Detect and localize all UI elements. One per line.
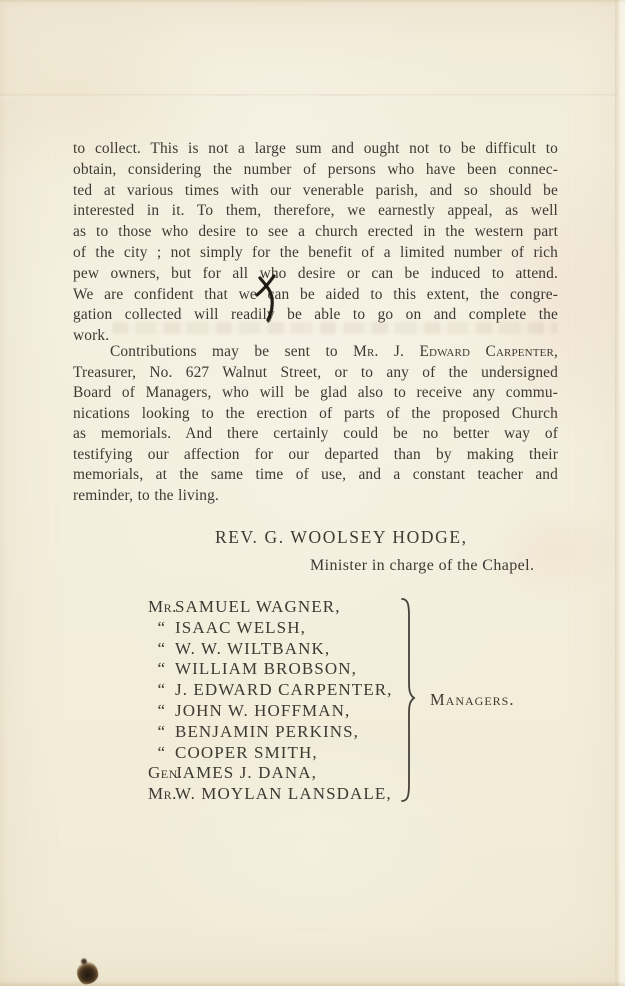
- manager-row: [148, 659, 393, 680]
- manager-name: J. EDWARD CARPENTER,: [175, 680, 393, 700]
- body-paragraph-2: [73, 342, 558, 506]
- manager-name: SAMUEL WAGNER,: [175, 597, 341, 616]
- signature-title: Minister in charge of the Chapel.: [310, 557, 535, 574]
- text-segment: as memorials. And there certainly could be no better way of: [73, 425, 558, 442]
- text-segment: Contributions may be sent to: [110, 343, 354, 360]
- text-segment: interested in it. To them, therefore, we earnestly appeal, as well: [73, 202, 558, 220]
- text-line: [73, 181, 558, 202]
- scan-edge-bottom: [0, 981, 625, 986]
- body-paragraph-1: [73, 139, 558, 347]
- text-segment: Board of Managers, who will be glad also to receive any commu-: [73, 384, 558, 401]
- text-segment: memorials, at the same time of use, and a constant teacher and: [73, 466, 558, 483]
- manager-name: COOPER SMITH,: [175, 742, 318, 762]
- manager-row: [148, 722, 393, 743]
- text-segment: Treasurer, No. 627 Walnut Street, or to any of the undersigned: [73, 363, 558, 381]
- text-segment: work.: [73, 327, 110, 345]
- honorific-prefix: “: [157, 659, 166, 679]
- text-line: [73, 264, 558, 285]
- fold-crease: [0, 94, 625, 98]
- text-segment: reminder, to the living.: [73, 486, 219, 504]
- manager-name: W. W. WILTBANK,: [175, 638, 331, 658]
- honorific-prefix: Gen.: [148, 763, 183, 783]
- text-line: [73, 445, 558, 466]
- manager-name: BENJAMIN PERKINS,: [175, 721, 359, 741]
- manager-row: [148, 763, 393, 784]
- manager-row: [148, 784, 393, 805]
- manager-name: WILLIAM BROBSON,: [175, 659, 357, 679]
- manager-name: JAMES J. DANA,: [175, 763, 317, 783]
- text-line: [73, 486, 558, 507]
- text-segment: We are confident that we can be aided to this extent, the congre-: [73, 285, 558, 303]
- text-segment: to collect. This is not a large sum and ought not to be difficult to: [73, 140, 558, 157]
- manager-row: [148, 680, 393, 701]
- manager-row: [148, 618, 393, 639]
- text-line: [73, 363, 558, 384]
- text-segment: nications looking to the erection of parts of the proposed Church: [73, 404, 558, 422]
- managers-list: [148, 597, 393, 805]
- scan-edge-top: [0, 0, 625, 3]
- manager-row: [148, 639, 393, 660]
- handwritten-x-mark-icon: [252, 274, 286, 324]
- signature-name: REV. G. WOOLSEY HODGE,: [215, 527, 468, 547]
- manager-row: [148, 743, 393, 764]
- manager-name: ISAAC WELSH,: [175, 617, 306, 637]
- text-segment: gation collected will readily be able to go on and complete the: [73, 306, 558, 324]
- text-segment: ted at various times with our venerable parish, and so should be: [73, 181, 558, 199]
- manager-name: JOHN W. HOFFMAN,: [175, 700, 351, 720]
- text-line: [73, 201, 558, 222]
- right-brace-icon: [398, 597, 416, 803]
- manager-name: W. MOYLAN LANSDALE,: [175, 784, 392, 804]
- ink-bleed-band: [112, 322, 558, 334]
- honorific-prefix: “: [157, 617, 166, 637]
- honorific-prefix: Mr.: [148, 597, 177, 616]
- text-segment: pew owners, but for all who desire or can be induced to attend.: [73, 264, 558, 282]
- honorific-prefix: “: [157, 638, 166, 658]
- honorific-prefix: “: [157, 700, 166, 720]
- text-segment: Mr. J. Edward Carpenter,: [353, 343, 558, 360]
- text-line: [73, 342, 558, 363]
- text-line: [73, 404, 558, 425]
- managers-label: Managers.: [430, 690, 515, 709]
- honorific-prefix: “: [157, 721, 166, 741]
- text-line: [73, 465, 558, 486]
- scan-edge-right: [615, 0, 625, 986]
- manager-row: [148, 701, 393, 722]
- text-line: [73, 222, 558, 243]
- honorific-prefix: Mr.: [148, 784, 177, 804]
- text-line: [73, 160, 558, 181]
- text-segment: testifying our affection for our departed than by making their: [73, 445, 558, 463]
- manager-row: [148, 597, 393, 618]
- honorific-prefix: “: [157, 742, 166, 762]
- honorific-prefix: “: [157, 680, 166, 700]
- text-line: [73, 139, 558, 160]
- text-line: [73, 243, 558, 264]
- text-segment: as to those who desire to see a church erected in the western part: [73, 223, 558, 241]
- text-line: [73, 285, 558, 306]
- text-line: [73, 424, 558, 445]
- text-segment: obtain, considering the number of persons who have been connec-: [73, 160, 558, 178]
- text-line: [73, 383, 558, 404]
- text-segment: of the city ; not simply for the benefit of a limited number of rich: [73, 243, 558, 261]
